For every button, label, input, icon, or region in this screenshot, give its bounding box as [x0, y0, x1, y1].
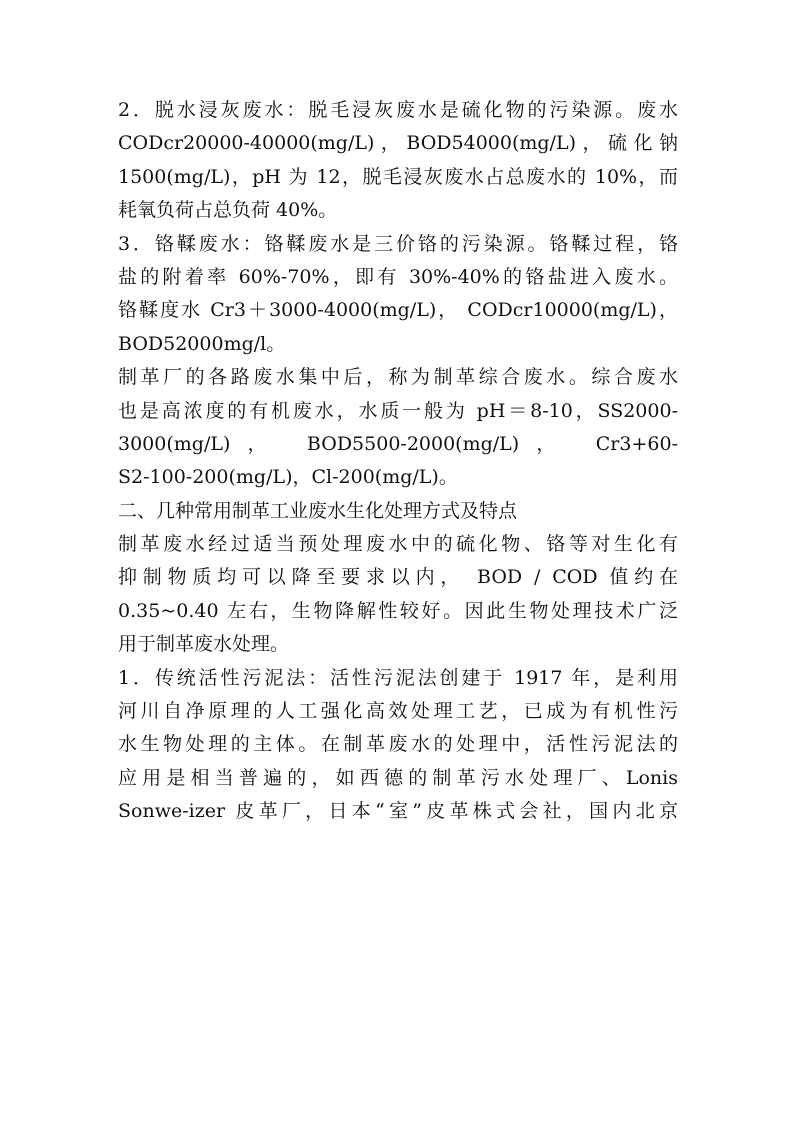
text-line: BOD52000mg/l。	[118, 332, 286, 355]
text-line: 制革废水经过适当预处理废水中的硫化物、铬等对生化有	[118, 533, 678, 556]
text-line: 3000(mg/L)， BOD5500-2000(mg/L)， Cr3+60-	[118, 432, 678, 455]
text-line: Sonwe-izer 皮革厂，日本“室”皮革株式会社，国内北京	[118, 800, 678, 823]
text-line: 耗氧负荷占总负荷 40%。	[118, 199, 338, 222]
text-line: 2．脱水浸灰废水：脱毛浸灰废水是硫化物的污染源。废水	[118, 99, 678, 121]
text-line: 1．传统活性污泥法：活性污泥法创建于 1917 年，是利用	[118, 666, 678, 689]
text-line: 河川自净原理的人工强化高效处理工艺，已成为有机性污	[118, 700, 678, 723]
text-line: 制革厂的各路废水集中后，称为制革综合废水。综合废水	[118, 366, 678, 389]
text-line: 铬鞣度水 Cr3＋3000-4000(mg/L)， CODcr10000(mg/L)，	[118, 299, 678, 322]
section-heading: 二、几种常用制革工业废水生化处理方式及特点	[118, 499, 518, 522]
text-line: 3．铬鞣废水：铬鞣废水是三价铬的污染源。铬鞣过程，铬	[118, 232, 678, 255]
text-line: 1500(mg/L)，pH 为 12，脱毛浸灰废水占总废水的 10%，而	[118, 165, 678, 188]
text-line: 盐的附着率 60%-70%，即有 30%-40%的铬盐进入废水。	[118, 265, 678, 288]
text-line: 用于制革废水处理。	[118, 633, 290, 656]
text-line: 也是高浓度的有机废水，水质一般为 pH＝8-10，SS2000-	[118, 399, 678, 422]
text-line: 抑制物质均可以降至要求以内， BOD / COD 值约在	[118, 566, 678, 589]
text-line: 0.35~0.40 左右，生物降解性较好。因此生物处理技术广泛	[118, 599, 678, 622]
text-line: S2-100-200(mg/L)，Cl-200(mg/L)。	[118, 466, 458, 489]
text-line: CODcr20000-40000(mg/L)，BOD54000(mg/L)，硫化钠	[118, 132, 678, 155]
text-line: 应用是相当普遍的，如西德的制革污水处理厂、Lonis	[118, 766, 678, 789]
document-page	[118, 94, 678, 829]
text-line: 水生物处理的主体。在制革废水的处理中，活性污泥法的	[118, 733, 678, 756]
